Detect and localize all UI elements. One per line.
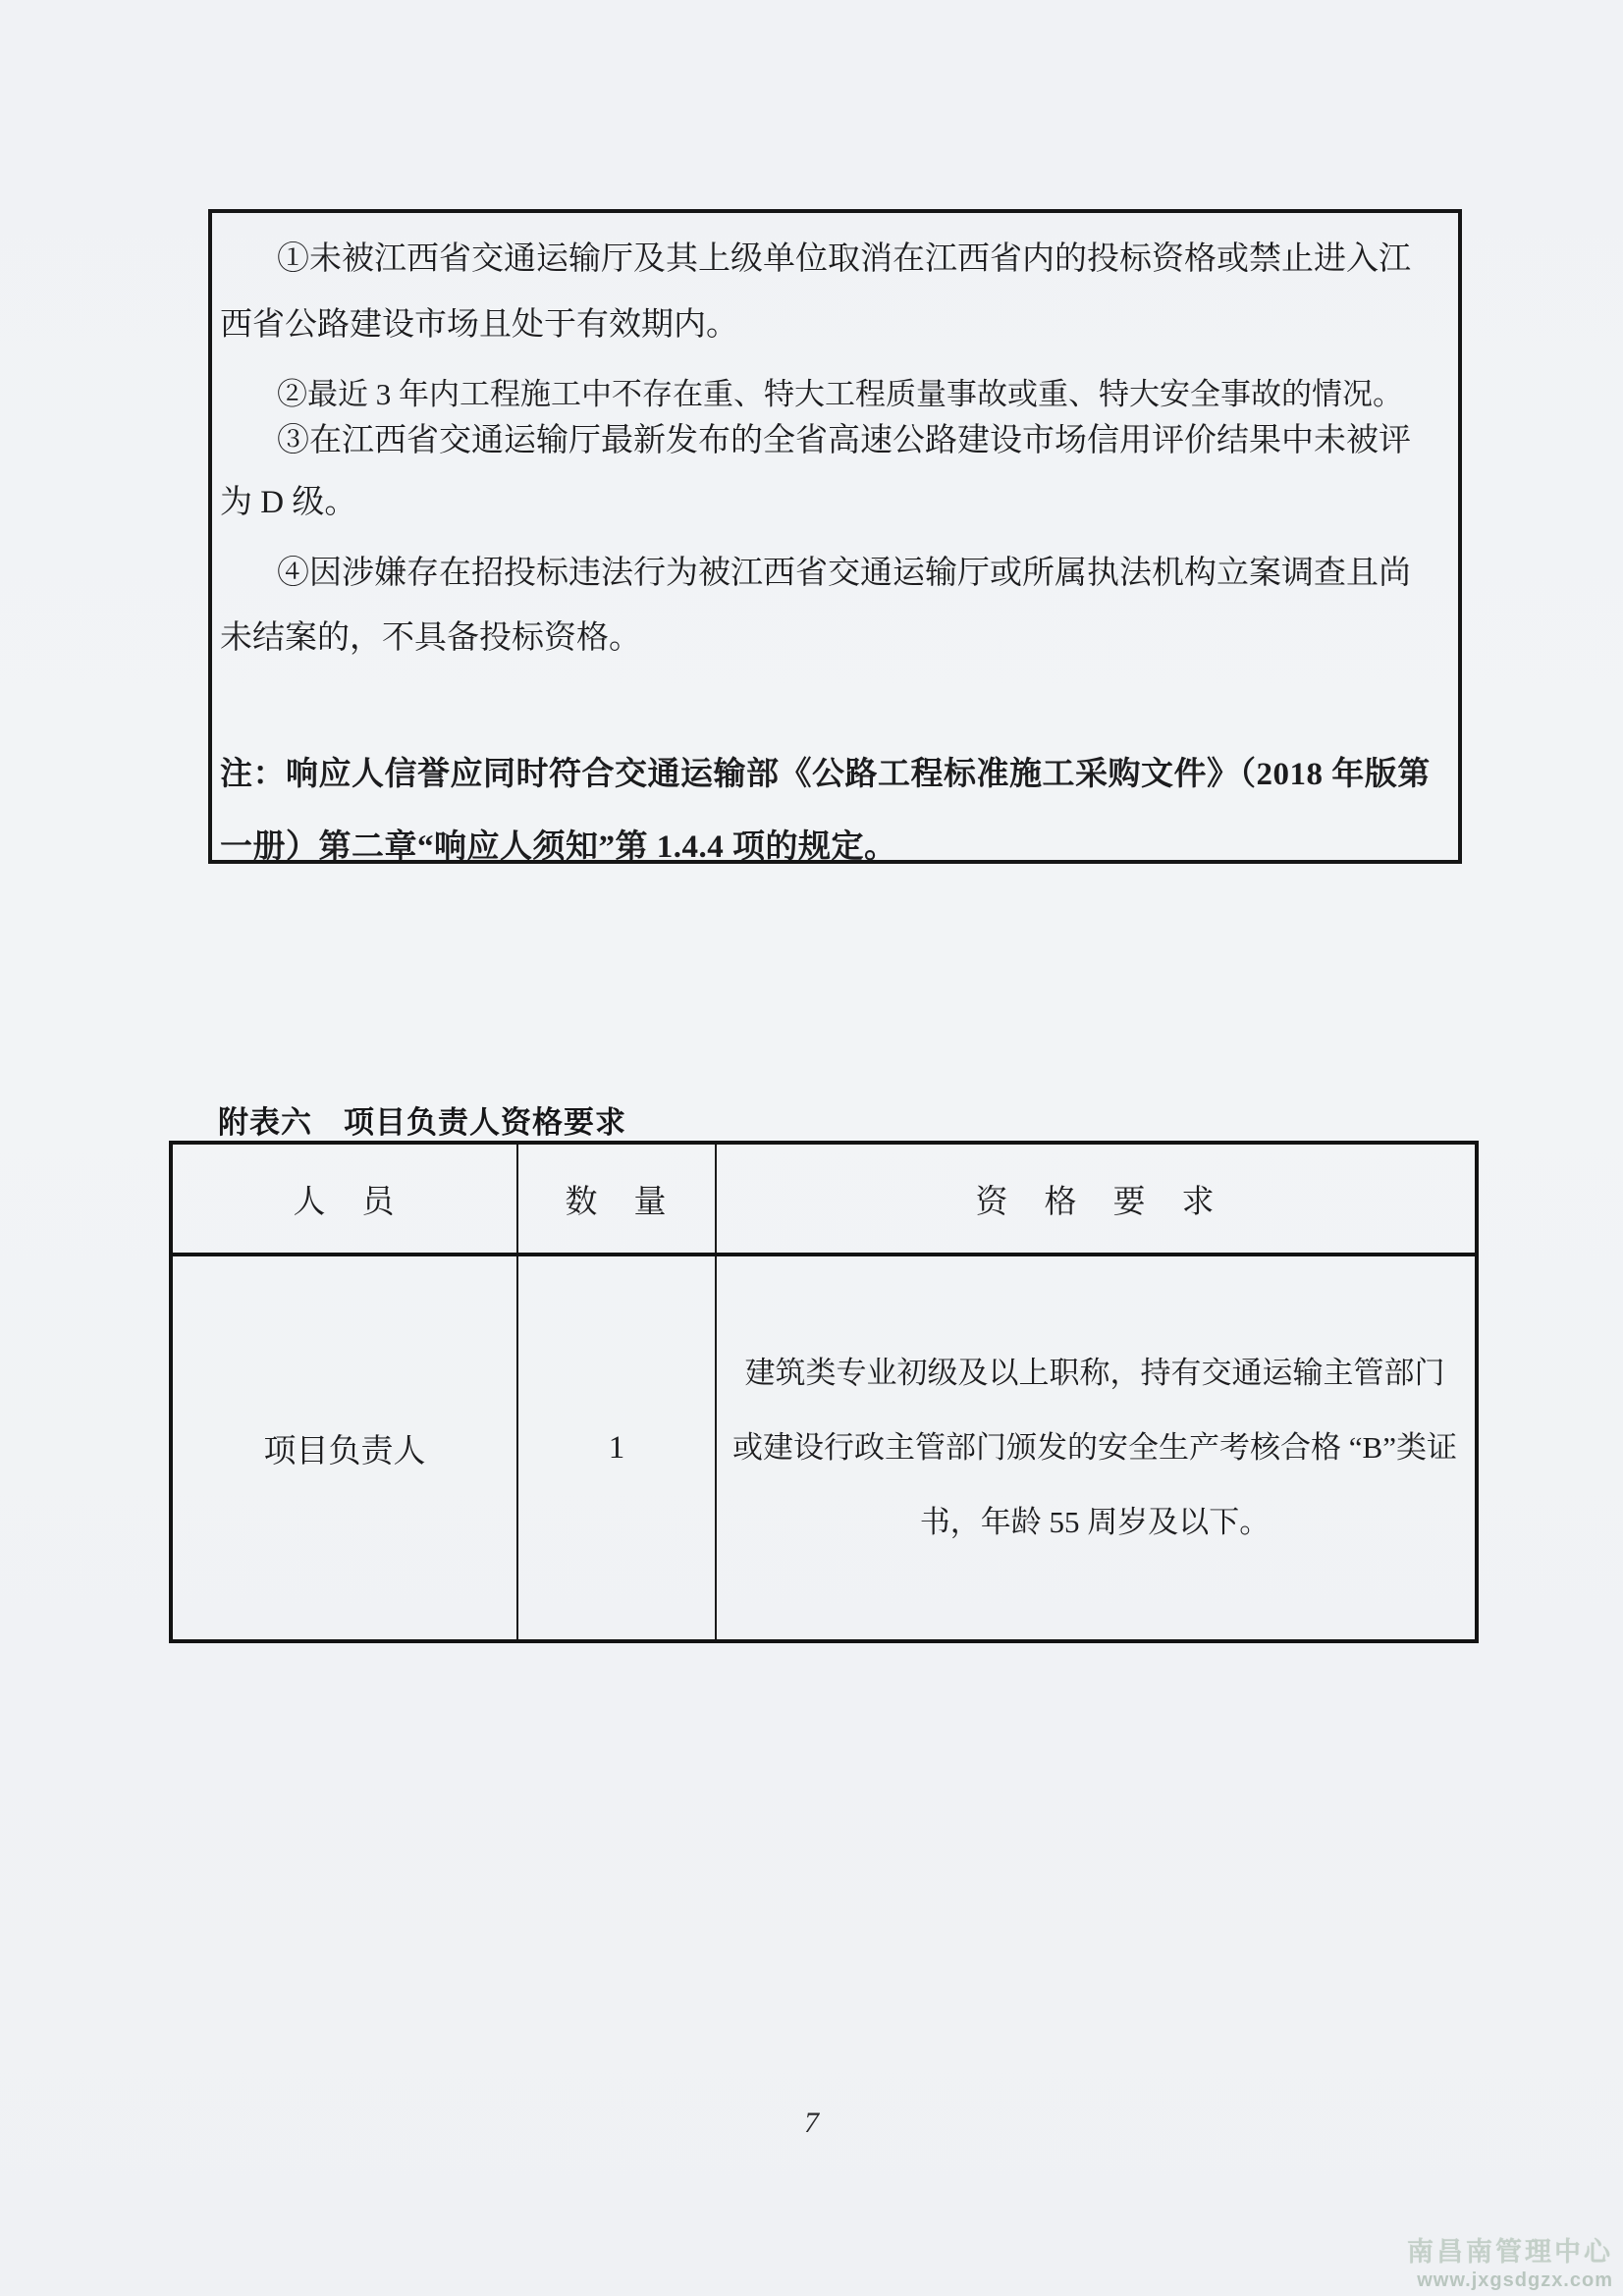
notice-note-line: 一册）第二章“响应人须知”第 1.4.4 项的规定。	[220, 829, 897, 865]
notice-line: ①未被江西省交通运输厅及其上级单位取消在江西省内的投标资格或禁止进入江	[277, 241, 1411, 277]
cell-personnel: 项目负责人	[171, 1255, 517, 1641]
col-header-requirements: 资 格 要 求	[716, 1143, 1477, 1255]
cell-quantity: 1	[517, 1255, 716, 1641]
notice-note-line: 注：响应人信誉应同时符合交通运输部《公路工程标准施工采购文件》（2018 年版第	[220, 757, 1431, 792]
col-header-personnel: 人 员	[171, 1143, 517, 1255]
notice-line: 西省公路建设市场且处于有效期内。	[220, 307, 738, 343]
qualification-table	[169, 1141, 1479, 1643]
watermark-site-name: 南昌南管理中心	[1407, 2237, 1613, 2267]
page-number: 7	[804, 2107, 819, 2139]
table-caption: 附表六 项目负责人资格要求	[218, 1105, 626, 1140]
col-header-quantity: 数 量	[517, 1143, 716, 1255]
watermark	[1407, 2230, 1613, 2292]
table-header-row	[171, 1143, 1477, 1255]
table-row	[171, 1255, 1477, 1641]
notice-line: 未结案的，不具备投标资格。	[220, 620, 641, 656]
notice-box	[208, 209, 1462, 864]
notice-line: ④因涉嫌存在招投标违法行为被江西省交通运输厅或所属执法机构立案调查且尚	[277, 556, 1411, 591]
notice-line: ②最近 3 年内工程施工中不存在重、特大工程质量事故或重、特大安全事故的情况。	[277, 377, 1403, 411]
notice-line: 为 D 级。	[220, 485, 357, 520]
notice-line: ③在江西省交通运输厅最新发布的全省高速公路建设市场信用评价结果中未被评	[277, 423, 1411, 458]
cell-requirements: 建筑类专业初级及以上职称，持有交通运输主管部门或建设行政主管部门颁发的安全生产考核合格 “B”类证书，年龄 55 周岁及以下。	[716, 1255, 1477, 1641]
watermark-url: www.jxgsdgzx.com	[1417, 2269, 1613, 2291]
